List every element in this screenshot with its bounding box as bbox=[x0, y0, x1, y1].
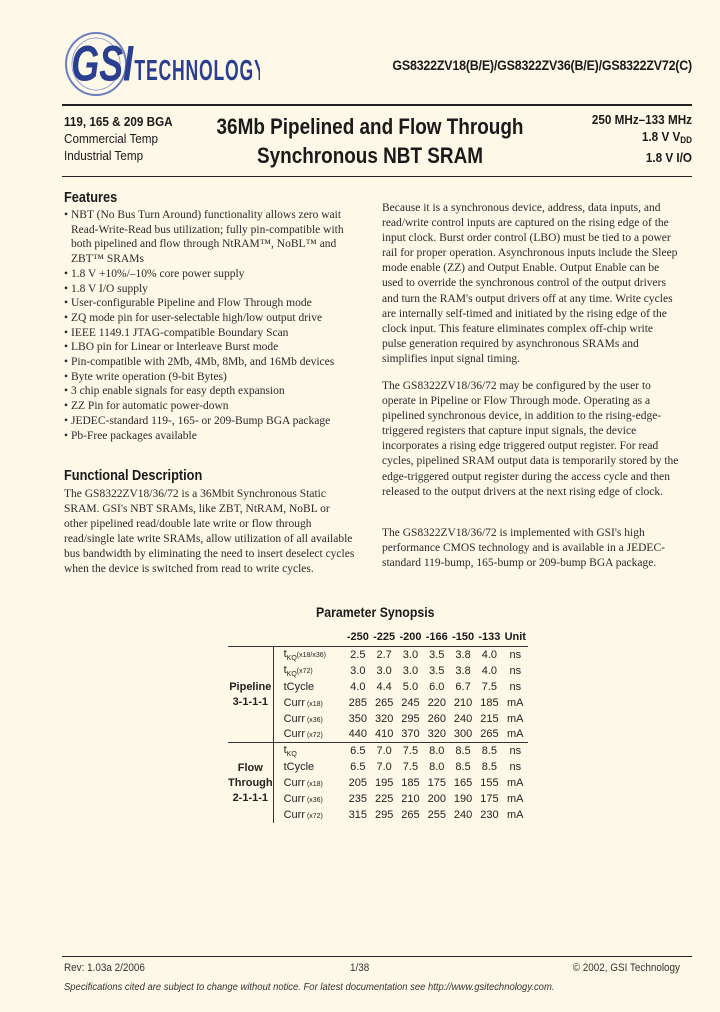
row-label bbox=[273, 711, 345, 727]
row-label-main: t bbox=[283, 663, 287, 676]
row-label bbox=[273, 695, 345, 711]
table-cell: 245 bbox=[401, 696, 420, 709]
table-cell: 205 bbox=[348, 777, 367, 790]
list-item: • ZZ Pin for automatic power-down bbox=[64, 399, 364, 414]
list-item: • ZQ mode pin for user-selectable high/low output drive bbox=[64, 311, 364, 326]
table-cell: 175 bbox=[427, 777, 446, 790]
table-cell: 195 bbox=[374, 777, 394, 790]
list-item: • 1.8 V +10%/–10% core power supply bbox=[64, 267, 364, 282]
table-cell: 370 bbox=[401, 728, 420, 741]
list-item: • JEDEC-standard 119-, 165- or 209-Bump BGA package bbox=[64, 414, 364, 429]
table-row bbox=[228, 807, 528, 823]
row-label-main: Curr bbox=[283, 712, 305, 725]
table-cell: 175 bbox=[480, 792, 499, 805]
row-label-main: tCycle bbox=[283, 761, 315, 774]
table-cell: 8.0 bbox=[429, 761, 445, 774]
column-header: -225 bbox=[371, 628, 397, 647]
unit-cell: mA bbox=[507, 808, 524, 821]
group-label-line: Flow bbox=[237, 761, 263, 774]
table-cell: 295 bbox=[374, 808, 394, 821]
row-label bbox=[273, 663, 345, 679]
row-label bbox=[273, 726, 345, 742]
row-label-sub: KQ bbox=[286, 751, 297, 759]
table-row bbox=[228, 726, 528, 742]
unit-cell: ns bbox=[509, 680, 522, 693]
flow-through-rows bbox=[228, 743, 528, 823]
unit-cell: mA bbox=[507, 792, 524, 805]
vdd-subscript: DD bbox=[680, 135, 692, 145]
row-label-small: (x18) bbox=[305, 781, 323, 789]
list-item: • LBO pin for Linear or Interleave Burst mode bbox=[64, 340, 364, 355]
footer-divider bbox=[62, 956, 692, 957]
table-cell: 225 bbox=[374, 792, 394, 805]
unit-cell: mA bbox=[507, 696, 524, 709]
table-cell: 265 bbox=[374, 696, 394, 709]
table-cell: 235 bbox=[348, 792, 367, 805]
functional-description-heading: Functional Description bbox=[64, 468, 203, 484]
table-cell: 320 bbox=[374, 712, 394, 725]
group-label-line: 2-1-1-1 bbox=[232, 791, 269, 804]
list-item: • Byte write operation (9-bit Bytes) bbox=[64, 370, 364, 385]
row-label bbox=[273, 679, 345, 695]
table-cell: 7.0 bbox=[371, 743, 397, 759]
table-cell: 4.4 bbox=[376, 680, 392, 693]
table-cell: 7.5 bbox=[481, 680, 498, 693]
unit-cell: mA bbox=[507, 728, 524, 741]
row-label bbox=[273, 759, 345, 775]
table-cell: 3.0 bbox=[350, 664, 366, 677]
unit-cell: mA bbox=[507, 777, 524, 790]
row-label-small: (x18) bbox=[305, 700, 323, 708]
row-label-main: t bbox=[283, 647, 287, 660]
table-cell: 240 bbox=[453, 808, 473, 821]
package-info bbox=[64, 113, 185, 164]
row-label-main: Curr bbox=[283, 777, 305, 790]
column-header: -200 bbox=[397, 628, 423, 647]
description-paragraph-3: The GS8322ZV18/36/72 is implemented with GSI's high performance CMOS technology and is available in a JEDEC-standard 119-bump, 165-bump or 209-bump BGA package. bbox=[382, 527, 665, 570]
row-label-small: (x36) bbox=[305, 716, 323, 724]
table-cell: 5.0 bbox=[402, 680, 419, 693]
row-label-small: (x36) bbox=[305, 796, 323, 804]
table-cell: 4.0 bbox=[350, 680, 366, 693]
parameter-table-grid bbox=[228, 628, 528, 823]
table-cell: 255 bbox=[427, 808, 446, 821]
row-label-main: Curr bbox=[283, 728, 305, 741]
row-label-main: Curr bbox=[283, 808, 305, 821]
row-label-main: Curr bbox=[283, 792, 305, 805]
unit-cell: ns bbox=[503, 743, 528, 759]
group-label-line: Pipeline bbox=[229, 680, 272, 693]
table-cell: 230 bbox=[480, 808, 499, 821]
table-row bbox=[228, 743, 528, 759]
column-header: -133 bbox=[476, 628, 502, 647]
row-label bbox=[273, 775, 345, 791]
table-cell: 155 bbox=[480, 777, 499, 790]
column-header: -250 bbox=[345, 628, 371, 647]
row-label bbox=[273, 647, 345, 663]
revision-info: Rev: 1.03a 2/2006 bbox=[64, 962, 145, 974]
table-cell: 3.8 bbox=[455, 664, 471, 677]
table-cell: 3.8 bbox=[450, 647, 476, 663]
unit-cell: mA bbox=[507, 712, 524, 725]
footer-note: Specifications cited are subject to change without notice. For latest documentation see http://www.gsitechnology.com. bbox=[64, 981, 555, 993]
header-blank bbox=[273, 628, 345, 647]
unit-cell: ns bbox=[509, 761, 522, 774]
parameter-synopsis-title: Parameter Synopsis bbox=[316, 604, 435, 620]
table-cell: 265 bbox=[480, 728, 499, 741]
description-paragraph-1: Because it is a synchronous device, address, data inputs, and read/write control inputs are captured on the rising edge of the input clock. Burst order control (LBO) must be tied to a power rail for proper operation. Asynchronous inputs include the Sleep mode enable (ZZ) and Output Enable. Output Enable can be used to override the synchronous control of the output drivers and turn the RAM's output drivers off at any time. Write cycles are internally self-timed and initiated by the rising edge of the clock input. This feature eliminates complex off-chip write pulse generation required by asynchronous SRAMs and simplifies input signal timing. bbox=[382, 202, 678, 365]
row-label bbox=[273, 743, 345, 759]
row-label-small: (x72) bbox=[305, 732, 323, 740]
row-label-sub: KQ bbox=[286, 655, 297, 663]
speed-voltage-info bbox=[520, 111, 692, 166]
vio-spec: 1.8 V I/O bbox=[645, 150, 692, 165]
table-cell: 4.0 bbox=[481, 664, 498, 677]
row-label bbox=[273, 807, 345, 823]
table-cell: 260 bbox=[427, 712, 446, 725]
row-label-main: Curr bbox=[283, 696, 305, 709]
table-cell: 320 bbox=[427, 728, 446, 741]
table-cell: 7.5 bbox=[397, 743, 423, 759]
table-row bbox=[228, 791, 528, 807]
table-row bbox=[228, 695, 528, 711]
row-label-small: (x72) bbox=[305, 812, 323, 820]
row-label-small: (x72) bbox=[296, 667, 313, 675]
table-cell: 3.5 bbox=[429, 664, 445, 677]
table-cell: 240 bbox=[453, 712, 473, 725]
copyright: © 2002, GSI Technology bbox=[572, 962, 680, 974]
table-cell: 7.0 bbox=[376, 761, 392, 774]
list-item: • IEEE 1149.1 JTAG-compatible Boundary Scan bbox=[64, 326, 364, 341]
part-numbers: GS8322ZV18(B/E)/GS8322ZV36(B/E)/GS8322ZV72(C) bbox=[392, 58, 692, 73]
table-row bbox=[228, 775, 528, 791]
speed-range: 250 MHz–133 MHz bbox=[591, 112, 692, 127]
table-cell: 8.5 bbox=[476, 743, 502, 759]
svg-text:TECHNOLOGY: TECHNOLOGY bbox=[134, 55, 260, 88]
list-item: • Pb-Free packages available bbox=[64, 429, 364, 444]
gsi-logo bbox=[64, 28, 260, 98]
table-cell: 7.5 bbox=[402, 761, 419, 774]
row-label bbox=[273, 791, 345, 807]
list-item: • User-configurable Pipeline and Flow Through mode bbox=[64, 296, 364, 311]
table-cell: 3.5 bbox=[424, 647, 450, 663]
column-header: Unit bbox=[503, 628, 528, 647]
table-cell: 8.0 bbox=[424, 743, 450, 759]
table-row bbox=[228, 663, 528, 679]
table-row bbox=[228, 647, 528, 663]
functional-description-text: The GS8322ZV18/36/72 is a 36Mbit Synchronous Static SRAM. GSI's NBT SRAMs, like ZBT, NtRAM, NoBL or other pipelined read/double late write or flow through read/single late write SRAMs, allow utilization of all available bus bandwidth by eliminating the need to insert deselect cycles when the device is switched from read to write cycles. bbox=[64, 488, 355, 575]
table-cell: 3.0 bbox=[376, 664, 392, 677]
page-title bbox=[215, 112, 525, 170]
table-cell: 8.5 bbox=[455, 761, 471, 774]
table-cell: 185 bbox=[401, 777, 420, 790]
table-cell: 2.7 bbox=[371, 647, 397, 663]
title-line-2: Synchronous NBT SRAM bbox=[256, 143, 483, 168]
header-blank bbox=[228, 628, 273, 647]
table-cell: 210 bbox=[401, 792, 420, 805]
row-label-main: t bbox=[283, 744, 287, 757]
table-cell: 190 bbox=[453, 792, 473, 805]
table-cell: 6.0 bbox=[429, 680, 445, 693]
row-label-main: tCycle bbox=[283, 680, 315, 693]
vdd-prefix: 1.8 V V bbox=[641, 129, 681, 144]
features-heading: Features bbox=[64, 190, 118, 206]
table-cell: 220 bbox=[427, 696, 446, 709]
table-cell: 285 bbox=[348, 696, 367, 709]
list-item: • 1.8 V I/O supply bbox=[64, 282, 364, 297]
row-label-sub: KQ bbox=[286, 670, 297, 678]
table-cell: 6.7 bbox=[455, 680, 471, 693]
table-cell: 3.0 bbox=[397, 647, 423, 663]
row-label-small: (x18/x36) bbox=[296, 651, 326, 659]
table-cell: 300 bbox=[453, 728, 473, 741]
gsi-logo-graphic bbox=[64, 28, 260, 98]
group-label-line: Through bbox=[228, 776, 273, 789]
table-cell: 265 bbox=[401, 808, 420, 821]
title-line-1: 36Mb Pipelined and Flow Through bbox=[216, 114, 524, 139]
table-cell: 315 bbox=[348, 808, 367, 821]
table-cell: 350 bbox=[348, 712, 367, 725]
column-header: -150 bbox=[450, 628, 476, 647]
temp-industrial: Industrial Temp bbox=[64, 148, 144, 163]
flow-group-label bbox=[228, 743, 273, 823]
svg-text:GSI: GSI bbox=[71, 36, 134, 92]
table-row bbox=[228, 759, 528, 775]
table-cell: 8.5 bbox=[450, 743, 476, 759]
table-header-row bbox=[228, 628, 528, 647]
features-list bbox=[64, 208, 364, 443]
vdd-spec bbox=[537, 128, 692, 149]
pipeline-rows bbox=[228, 647, 528, 743]
description-paragraph-2: The GS8322ZV18/36/72 may be configured by the user to operate in Pipeline or Flow Through mode. Operating as a pipelined synchronous device, in addition to the rising-edge-triggered registers that capture input signals, the device incorporates a rising edge triggered output register. For read cycles, pipelined SRAM output data is temporarily stored by the edge-triggered output register during the access cycle and then released to the output drivers at the next rising edge of clock. bbox=[382, 380, 679, 498]
list-item: • NBT (No Bus Turn Around) functionality allows zero wait Read-Write-Read bus utilization; fully pin-compatible with both pipelined and flow through NtRAM™, NoBL™ and ZBT™ SRAMs bbox=[64, 208, 364, 267]
table-cell: 6.5 bbox=[350, 761, 366, 774]
page-number: 1/38 bbox=[350, 962, 370, 974]
title-divider bbox=[62, 176, 692, 177]
unit-cell: ns bbox=[503, 647, 528, 663]
table-cell: 210 bbox=[453, 696, 473, 709]
table-cell: 215 bbox=[480, 712, 499, 725]
table-cell: 2.5 bbox=[345, 647, 371, 663]
table-row bbox=[228, 679, 528, 695]
list-item: • 3 chip enable signals for easy depth expansion bbox=[64, 384, 364, 399]
package-types: 119, 165 & 209 BGA bbox=[64, 114, 173, 129]
unit-cell: ns bbox=[509, 664, 522, 677]
table-cell: 4.0 bbox=[476, 647, 502, 663]
table-cell: 8.5 bbox=[481, 761, 498, 774]
table-cell: 6.5 bbox=[345, 743, 371, 759]
table-cell: 185 bbox=[480, 696, 499, 709]
table-cell: 295 bbox=[401, 712, 420, 725]
group-label-line: 3-1-1-1 bbox=[232, 695, 269, 708]
pipeline-group-label bbox=[228, 647, 273, 743]
header-divider bbox=[62, 104, 692, 106]
parameter-table bbox=[228, 628, 528, 823]
table-cell: 165 bbox=[453, 777, 473, 790]
table-cell: 200 bbox=[427, 792, 446, 805]
table-cell: 3.0 bbox=[402, 664, 419, 677]
table-row bbox=[228, 711, 528, 727]
column-header: -166 bbox=[424, 628, 450, 647]
table-cell: 410 bbox=[374, 728, 394, 741]
table-cell: 440 bbox=[348, 728, 367, 741]
temp-commercial: Commercial Temp bbox=[64, 131, 159, 146]
list-item: • Pin-compatible with 2Mb, 4Mb, 8Mb, and 16Mb devices bbox=[64, 355, 364, 370]
